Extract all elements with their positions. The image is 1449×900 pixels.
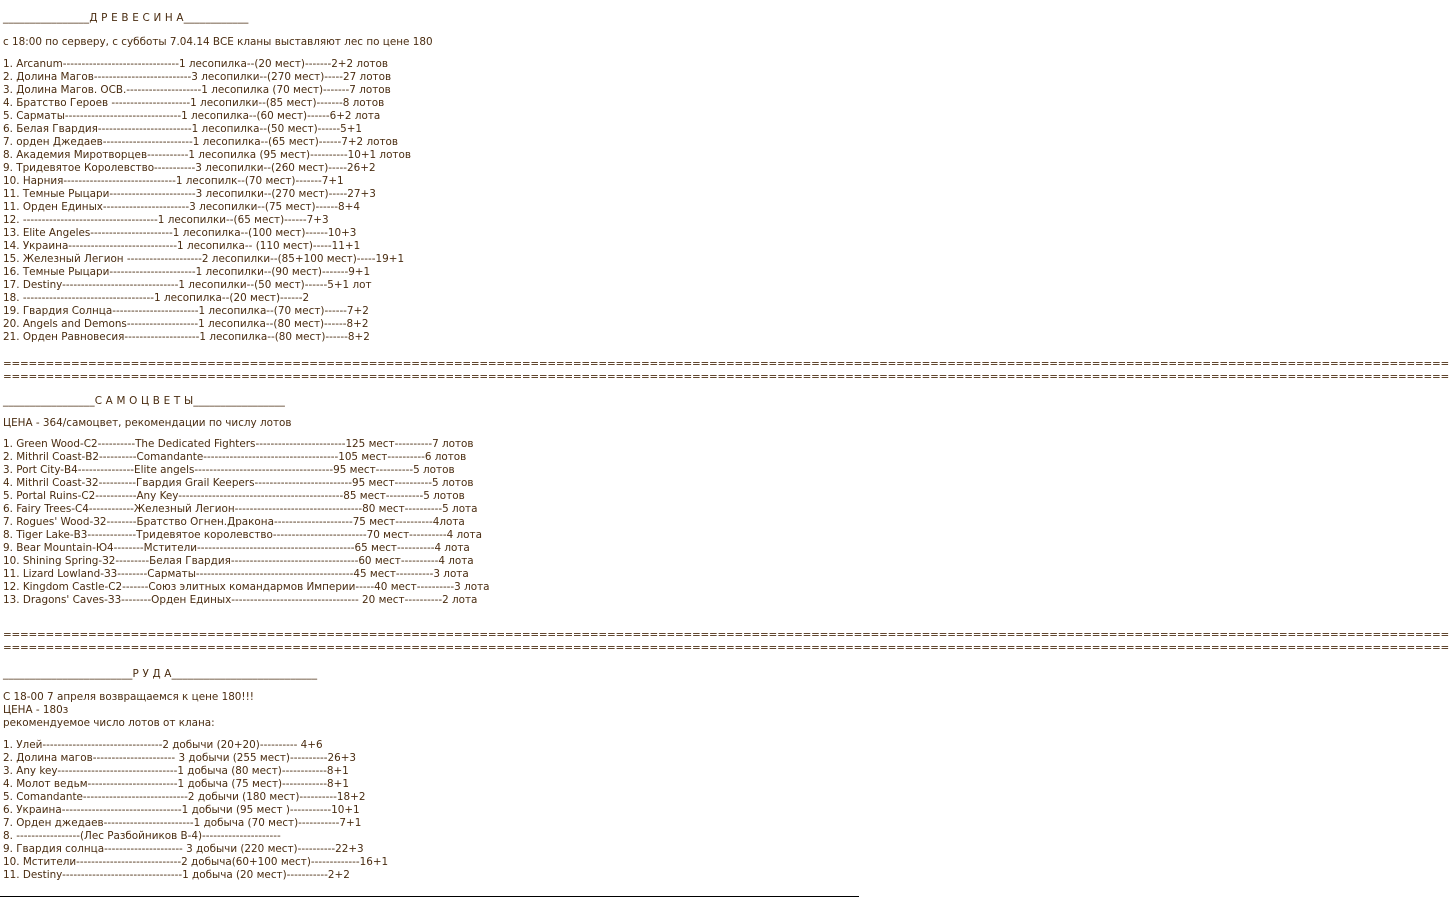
list-item: 8. Академия Миротворцев-----------1 лесопилка (95 мест)----------10+1 лотов — [3, 149, 411, 161]
list-item: 6. Fairy Trees-С4------------Железный Легион----------------------------------80 мест----------5 лота — [3, 503, 478, 515]
list-item: 7. орден Джедаев------------------------1 лесопилка--(65 мест)------7+2 лотов — [3, 136, 399, 148]
list-item: 11. Орден Единых-----------------------3 лесопилки--(75 мест)------8+4 — [3, 201, 360, 213]
list-item: 13. Elite Angeles----------------------1 лесопилка--(100 мест)------10+3 — [3, 227, 357, 239]
list-item: 12. Kingdom Castle-С2-------Союз элитных командармов Империи-----40 мест----------3 лота — [3, 581, 490, 593]
list-item: 4. Mithril Coast-З2----------Гвардия Grail Keepers--------------------------95 мест----------5 лотов — [3, 477, 474, 489]
ore-section-title: ________________________Р У Д А___________________________ — [3, 668, 318, 680]
list-item: 8. -----------------(Лес Разбойников В-4)--------------------- — [3, 830, 281, 842]
gems-section-title: _________________С А М О Ц В Е Т Ы_________________ — [3, 395, 286, 407]
separator-line: ========================================================================================================================================================================== — [3, 371, 1449, 383]
wood-list — [3, 58, 859, 344]
list-item: 7. Орден джедаев------------------------1 добыча (70 мест)-----------7+1 — [3, 817, 362, 829]
list-item: 18. -----------------------------------1 лесопилка--(20 мест)------2 — [3, 292, 310, 304]
list-item: 14. Украина-----------------------------1 лесопилка-- (110 мест)-----11+1 — [3, 240, 361, 252]
list-item: 1. Arcanum-------------------------------1 лесопилка--(20 мест)-------2+2 лотов — [3, 58, 388, 70]
list-item: 19. Гвардия Солнца-----------------------1 лесопилка--(70 мест)------7+2 — [3, 305, 369, 317]
list-item: 16. Темные Рыцари-----------------------1 лесопилки--(90 мест)-------9+1 — [3, 266, 371, 278]
list-item: 3. Долина Магов. ОСВ.--------------------1 лесопилка (70 мест)-------7 лотов — [3, 84, 391, 96]
ore-note-line: рекомендуемое число лотов от клана: — [3, 717, 215, 729]
list-item: 10. Мстители----------------------------2 добыча(60+100 мест)-------------16+1 — [3, 856, 389, 868]
wood-note: с 18:00 по серверу, с субботы 7.04.14 ВСЕ кланы выставляют лес по цене 180 — [3, 36, 433, 48]
list-item: 2. Долина магов---------------------- 3 добычи (255 мест)----------26+3 — [3, 752, 357, 764]
separator-line: ========================================================================================================================================================================== — [3, 642, 1449, 654]
list-item: 11. Lizard Lowland-З3--------Сарматы------------------------------------------45 мест----------3 лота — [3, 568, 469, 580]
list-item: 15. Железный Легион --------------------2 лесопилки--(85+100 мест)-----19+1 — [3, 253, 405, 265]
ore-note-line: С 18-00 7 апреля возвращаемся к цене 180!!! — [3, 691, 254, 703]
list-item: 9. Тридевятое Королевство-----------3 лесопилки--(260 мест)-----26+2 — [3, 162, 376, 174]
list-item: 6. Украина--------------------------------1 добычи (95 мест )-----------10+1 — [3, 804, 360, 816]
list-item: 4. Братство Героев ---------------------1 лесопилки--(85 мест)-------8 лотов — [3, 97, 385, 109]
list-item: 13. Dragons' Caves-З3--------Орден Единых---------------------------------- 20 мест----------2 лота — [3, 594, 478, 606]
list-item: 2. Mithril Coast-В2----------Comandante------------------------------------105 мест----------6 лотов — [3, 451, 467, 463]
list-item: 4. Молот ведьм------------------------1 добыча (75 мест)------------8+1 — [3, 778, 349, 790]
list-item: 5. Сарматы-------------------------------1 лесопилка--(60 мест)------6+2 лота — [3, 110, 381, 122]
list-item: 3. Any key--------------------------------1 добыча (80 мест)------------8+1 — [3, 765, 349, 777]
list-item: 21. Орден Равновесия--------------------1 лесопилка--(80 мест)------8+2 — [3, 331, 370, 343]
separator-line: ========================================================================================================================================================================== — [3, 358, 1449, 370]
list-item: 20. Angels and Demons-------------------1 лесопилка--(80 мест)------8+2 — [3, 318, 369, 330]
list-item: 3. Port City-В4---------------Elite angels-------------------------------------95 мест----------5 лотов — [3, 464, 455, 476]
list-item: 11. Destiny--------------------------------1 добыча (20 мест)-----------2+2 — [3, 869, 350, 881]
wood-section-title: ________________Д Р Е В Е С И Н А____________ — [3, 12, 249, 24]
list-item: 10. Shining Spring-З2---------Белая Гвардия----------------------------------60 мест----------4 лота — [3, 555, 474, 567]
list-item: 11. Темные Рыцари-----------------------3 лесопилки--(270 мест)-----27+3 — [3, 188, 376, 200]
list-item: 9. Bear Mountain-Ю4--------Мстители------------------------------------------65 мест----------4 лота — [3, 542, 470, 554]
list-item: 10. Нарния------------------------------1 лесопилк--(70 мест)-------7+1 — [3, 175, 344, 187]
list-item: 5. Comandante----------------------------2 добычи (180 мест)----------18+2 — [3, 791, 366, 803]
gems-list — [3, 438, 859, 607]
list-item: 7. Rogues' Wood-З2--------Братство Огнен.Дракона---------------------75 мест----------4лота — [3, 516, 465, 528]
list-item: 5. Portal Ruins-С2-----------Any Key--------------------------------------------85 мест----------5 лотов — [3, 490, 465, 502]
list-item: 2. Долина Магов--------------------------3 лесопилки--(270 мест)-----27 лотов — [3, 71, 392, 83]
list-item: 9. Гвардия солнца--------------------- 3 добычи (220 мест)----------22+3 — [3, 843, 364, 855]
gems-note: ЦЕНА - 364/самоцвет, рекомендации по числу лотов — [3, 417, 292, 429]
list-item: 17. Destiny-------------------------------1 лесопилки--(50 мест)------5+1 лот — [3, 279, 372, 291]
ore-note-line: ЦЕНА - 180з — [3, 704, 69, 716]
list-item: 12. ------------------------------------1 лесопилки--(65 мест)------7+3 — [3, 214, 329, 226]
separator-line: ========================================================================================================================================================================== — [3, 629, 1449, 641]
ore-list — [3, 739, 859, 882]
list-item: 1. Green Wood-С2----------The Dedicated Fighters------------------------125 мест----------7 лотов — [3, 438, 474, 450]
viewport-bottom-border — [0, 896, 859, 897]
list-item: 8. Tiger Lake-В3-------------Тридевятое королевство-------------------------70 мест----------4 лота — [3, 529, 482, 541]
list-item: 6. Белая Гвардия-------------------------1 лесопилка--(50 мест)------5+1 — [3, 123, 363, 135]
list-item: 1. Улей--------------------------------2 добычи (20+20)---------- 4+6 — [3, 739, 323, 751]
document-body — [3, 0, 1449, 882]
